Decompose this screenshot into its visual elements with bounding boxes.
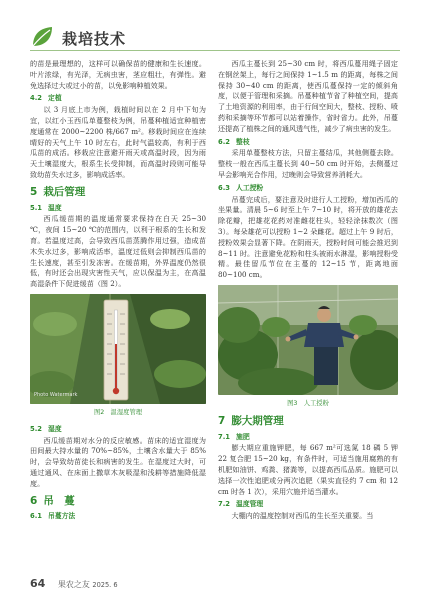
heading-6-2: 6.2 整枝 [218,137,250,146]
right-column [218,59,398,522]
paragraph-5-2: 西瓜缓苗期对水分的反应敏感。苗床的适宜湿度为田间最大持水量的 70%~85%，土壤含水量大于 85%时，会导致幼苗徒长和病害的发生。在湿度过大时，可通过通风、在床面上撒草木灰吸湿和浅耕等措施降低湿度。 [30,435,206,488]
pollination-photo-image [218,285,398,395]
photo-watermark: Photo Watermark [34,392,78,399]
pollination-photo [218,285,398,395]
paragraph-5-1: 西瓜缓苗期的温度通常要求保持在白天 25~30 ℃，夜间 15~20 ℃的范围内，以利于根系的生长和发育。若温度过高，会导致西瓜苗蒸腾作用过强，造成苗木失水过多，影响成活率，温度过低则会抑制西瓜苗的生长速度，甚至引发冻害。在缓苗期，外界温度仍然很低，有时还会出现灾害性天气，应以保温为主，在高温高湿条件下促进缓苗（图 2）。 [30,214,206,289]
paragraph-7-1: 膨大期应重施钾肥，每 667 m²可选氮 18 磷 5 钾 22 复合肥 15~20 kg，有条件时，可适当施用腐熟的有机肥如油饼、鸡粪、猪粪等，以提高西瓜品质。施肥可以选择一次性追肥或分两次追肥（果实直径约 7 cm 和 12 cm 时各 1 次），采用穴施并适当灌水。 [218,443,398,496]
heading-7-1: 7.1 施肥 [218,432,250,441]
paragraph-6-3: 吊蔓完成后，要注意及时进行人工授粉，增加西瓜的坐果量。清晨 5~6 时至上午 7~10 时，将开放的雄花去除花瓣，把雄花花药对准雌花柱头，轻轻涂抹数次（图 3）。每朵雄花可以授粉 1~2 朵雌花。超过上午 9 时后，授粉效果会显著下降。在阴雨天，授粉时间可能会推迟到 8~11 时。注意避免花粉和柱头被雨水淋湿，影响授粉受精。最佳留瓜节位在主蔓的 12~15 节，距离地面 80~100 cm。 [218,194,398,280]
thermometer-photo-image [30,294,206,404]
page-footer [30,577,118,590]
paragraph-intro-left: 的苗是最理想的，这样可以确保苗的健康和生长速度。叶片浓绿，有光泽，无病虫害，茎应粗壮，有弹性。避免选择过大或过小的苗，以免影响种植效果。 [30,59,206,90]
left-column [30,59,206,523]
paragraph-6-2: 采用单蔓整枝方法，只留主蔓结瓜，其他侧蔓去除。整枝一般在西瓜主蔓长到 40~50 cm 时开始，去侧蔓过早会影响光合作用，过晚则会导致营养消耗大。 [218,148,398,179]
heading-7: 7 膨大期管理 [218,414,284,427]
page-header [0,0,427,56]
paragraph-7-2: 大棚内的温度控制对西瓜的生长至关重要。当 [231,511,374,521]
heading-4-2: 4.2 定植 [30,94,62,103]
heading-6-3: 6.3 人工授粉 [218,183,264,192]
magazine-name: 果农之友 [57,580,90,589]
heading-7-2: 7.2 温度管理 [218,500,264,509]
section-title: 栽培技术 [62,30,127,48]
thermometer-photo [30,294,206,404]
heading-6-1: 6.1 吊蔓方法 [30,512,76,521]
leaf-logo-icon [30,24,56,50]
issue-number: 2025. 6 [92,581,118,589]
heading-5-1: 5.1 温度 [30,203,62,212]
paragraph-4-2: 以 3 月底上市为例，栽植时间以在 2 月中下旬为宜，以红小玉西瓜单蔓整枝为例，吊蔓种植适宜种植密度通常在 2000~2200 株/667 m²。移栽时间应在连续晴好的天气上午 10 时左右，此时气温较高，有利于西瓜苗的成活。移栽应注意避开雨天或高温时段，因为雨天土壤湿度大，根系生长受抑制，而高温时段则可能导致幼苗失水过多，影响成活率。 [30,105,206,179]
heading-5-2: 5.2 湿度 [30,424,62,433]
figure-2-caption: 图2 温湿度管理 [93,408,143,416]
heading-5: 5 栽后管理 [30,185,86,198]
page-number: 64 [30,577,46,590]
heading-6: 6 吊 蔓 [30,494,75,507]
header-divider [30,50,400,51]
figure-3-caption: 图3 人工授粉 [287,399,329,407]
paragraph-intro-right: 西瓜主蔓长到 25~30 cm 时，将西瓜蔓用绳子固定在钢丝架上，每行之间保持 1~1.5 m 的距离，每株之间保持 30~40 cm 的距离，使西瓜蔓保持一定的倾斜角度，以便于管理和采摘。吊蔓种植节省了种植空间，提高了土地资源的利用率，由于行间空间大，整枝、授粉、喷药和采摘等环节都可以站着操作，省时省力。此外，吊蔓还提高了植株之间的通风透气性，减少了病虫害的发生。 [218,59,398,133]
